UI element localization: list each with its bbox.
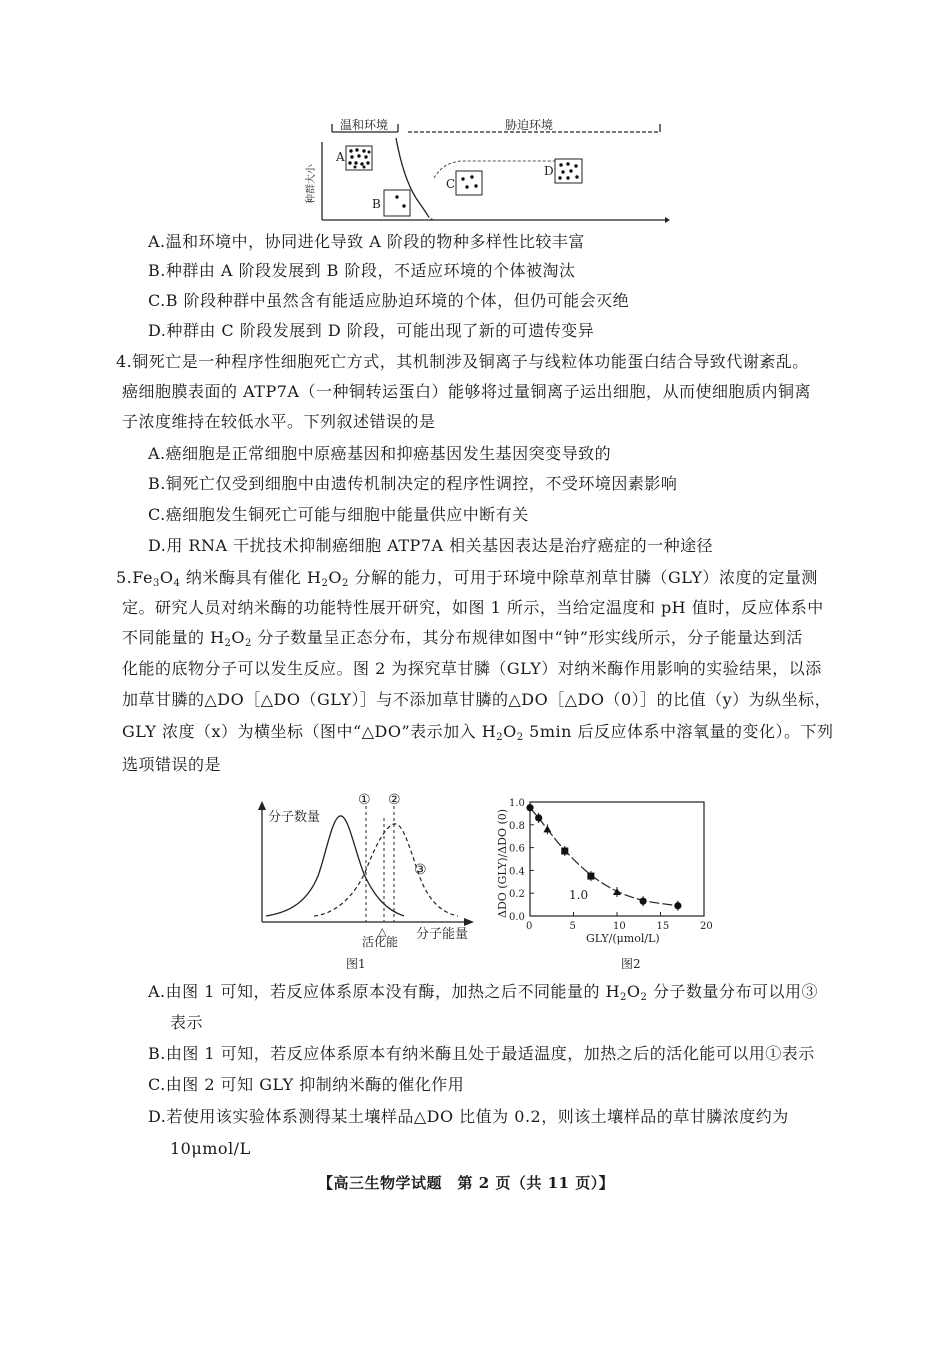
fig2-x-tick-label: 10 xyxy=(613,921,626,932)
fig1-marker-2: ② xyxy=(388,792,401,808)
fig2-x-tick-label: 0 xyxy=(526,921,533,932)
fig2-x-label: GLY/(μmol/L) xyxy=(586,932,660,945)
fig1-y-label: 分子数量 xyxy=(268,810,321,825)
q5-option-a-cont: 表示 xyxy=(170,1013,204,1032)
stage-b-label: B xyxy=(372,197,381,211)
fig2-y-tick-label: 0.0 xyxy=(509,912,525,923)
q4-stem-line-2: 癌细胞膜表面的 ATP7A（一种铜转运蛋白）能够将过量铜离子运出细胞，从而使细胞质内铜离 xyxy=(122,382,811,401)
q5-stem-line-7: 选项错误的是 xyxy=(122,755,222,774)
q5-stem-line-2: 定。研究人员对纳米酶的功能特性展开研究，如图 1 所示，当给定温度和 pH 值时，反应体系中 xyxy=(122,598,824,617)
fig1-marker-1: ① xyxy=(358,792,371,808)
q5-stem-line-1: $5.Fe_3O_4$ 纳米酶具有催化 $H_2O_2$ 分解的能力，可用于环境中除草剂草甘膦（GLY）浓度的定量测 xyxy=(116,568,818,589)
q3-option-d: D.种群由 C 阶段发展到 D 阶段，可能出现了新的可遗传变异 xyxy=(148,321,595,340)
q4-option-d: D.用 RNA 干扰技术抑制癌细胞 ATP7A 相关基因表达是治疗癌症的一种途径 xyxy=(148,536,714,555)
fig1-activation-label: 活化能 xyxy=(362,935,399,949)
y-axis-population-label: 种群大小 xyxy=(306,164,317,204)
fig2-y-tick-label: 1.0 xyxy=(509,798,525,809)
fig1-solid-curve xyxy=(266,816,404,916)
q4-stem-line-1: 4.铜死亡是一种程序性细胞死亡方式，其机制涉及铜离子与线粒体功能蛋白结合导致代谢紊乱。 xyxy=(116,352,809,371)
fig2-y-tick-label: 0.8 xyxy=(509,820,525,832)
q4-option-b: B.铜死亡仅受到细胞中由遗传机制决定的程序性调控，不受环境因素影响 xyxy=(148,474,678,493)
q4-option-a: A.癌细胞是正常细胞中原癌基因和抑癌基因发生基因突变导致的 xyxy=(148,444,612,463)
q3-option-a: A.温和环境中，协同进化导致 A 阶段的物种多样性比较丰富 xyxy=(148,232,585,251)
q5-option-d-cont: 10μmol/L xyxy=(170,1139,251,1158)
q5-stem-line-6: GLY 浓度（x）为横坐标（图中“△DO”表示加入 $H_2O_2$ 5min 后反应体系中溶氧量的变化）。下列 xyxy=(122,722,834,743)
figure-1 xyxy=(252,788,482,974)
fig2-x-tick-label: 5 xyxy=(569,921,576,932)
fig1-x-label: 分子能量 xyxy=(416,927,469,942)
fig2-fit-curve xyxy=(530,808,678,906)
fig2-y-tick-label: 0.2 xyxy=(509,889,525,901)
q4-stem-line-3: 子浓度维持在较低水平。下列叙述错误的是 xyxy=(122,412,436,431)
fig2-y-tick-label: 0.4 xyxy=(509,866,525,878)
q5-stem-line-4: 化能的底物分子可以发生反应。图 2 为探究草甘膦（GLY）对纳米酶作用影响的实验结果，以添 xyxy=(122,659,822,678)
fig2-y-label: ΔDO (GLY)/ΔDO (0) xyxy=(496,808,509,918)
stage-a-label: A xyxy=(336,150,345,164)
env-mild-label: 温和环境 xyxy=(340,118,389,132)
fig2-y-tick-label: 0.6 xyxy=(509,843,525,855)
page-footer: 【高三生物学试题 第 2 页（共 11 页）】 xyxy=(318,1174,615,1192)
env-stress-label: 胁迫环境 xyxy=(505,118,554,132)
fig1-marker-3: ③ xyxy=(414,862,427,878)
stage-a-box xyxy=(346,146,372,170)
fig2-caption: 图2 xyxy=(621,957,641,971)
q3-option-c: C.B 阶段种群中虽然含有能适应胁迫环境的个体，但仍可能会灭绝 xyxy=(148,291,630,310)
q5-option-c: C.由图 2 可知 GLY 抑制纳米酶的催化作用 xyxy=(148,1075,465,1094)
fig1-caption: 图1 xyxy=(346,957,366,971)
stage-d-label: D xyxy=(544,164,554,178)
q5-stem-line-3: 不同能量的 $H_2O_2$ 分子数量呈正态分布，其分布规律如图中“钟”形实线所示，分子能量达到活 xyxy=(122,628,803,649)
figure-2 xyxy=(490,790,730,976)
q3-option-b: B.种群由 A 阶段发展到 B 阶段，不适应环境的个体被淘汰 xyxy=(148,261,576,280)
q5-option-d: D.若使用该实验体系测得某土壤样品△DO 比值为 0.2，则该土壤样品的草甘膦浓度约为 xyxy=(148,1107,789,1126)
fig2-annotation: 1.0 xyxy=(569,888,589,902)
q5-option-b: B.由图 1 可知，若反应体系原本有纳米酶且处于最适温度，加热之后的活化能可以用①表示 xyxy=(148,1044,815,1063)
fig1-dashed-curve xyxy=(314,824,458,916)
stage-c-box xyxy=(456,171,482,195)
stage-b-box xyxy=(384,190,410,216)
fig2-x-tick-label: 15 xyxy=(656,921,670,932)
q4-option-c: C.癌细胞发生铜死亡可能与细胞中能量供应中断有关 xyxy=(148,505,529,524)
population-stage-figure xyxy=(300,112,670,227)
fig1-activation-triangle: △ xyxy=(378,925,387,938)
stage-c-label: C xyxy=(446,177,456,191)
q5-option-a: A.由图 1 可知，若反应体系原本没有酶，加热之后不同能量的 $H_2O_2$ 分子数量分布可以用③ xyxy=(148,982,819,1003)
fig2-frame xyxy=(530,802,704,916)
fig2-x-tick-label: 20 xyxy=(700,921,713,932)
q5-stem-line-5: 加草甘膦的△DO［△DO（GLY）］与不添加草甘膦的△DO［△DO（0）］的比值（y）为纵坐标， xyxy=(122,690,832,709)
